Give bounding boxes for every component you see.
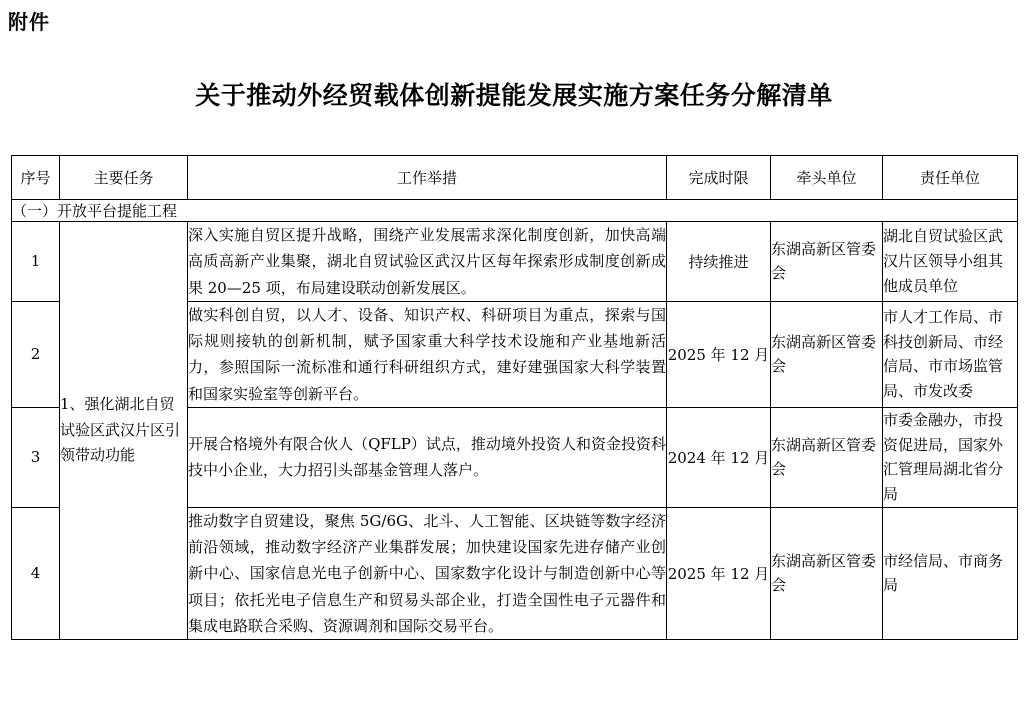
header-main-task: 主要任务 bbox=[60, 156, 188, 200]
task-breakdown-table bbox=[11, 155, 1018, 640]
row-deadline: 持续推进 bbox=[667, 222, 771, 302]
header-deadline: 完成时限 bbox=[667, 156, 771, 200]
table-row bbox=[12, 222, 1018, 302]
row-seq: 1 bbox=[12, 222, 60, 302]
row-resp-unit: 市经信局、市商务局 bbox=[883, 507, 1018, 639]
row-seq: 3 bbox=[12, 407, 60, 507]
row-main-task: 1、强化湖北自贸试验区武汉片区引领带动功能 bbox=[60, 222, 188, 640]
header-seq: 序号 bbox=[12, 156, 60, 200]
row-measure: 开展合格境外有限合伙人（QFLP）试点，推动境外投资人和资金投资科技中小企业，大力招引头部基金管理人落户。 bbox=[188, 407, 667, 507]
row-seq: 4 bbox=[12, 507, 60, 639]
row-resp-unit: 市人才工作局、市科技创新局、市经信局、市市场监管局、市发改委 bbox=[883, 301, 1018, 407]
table-header-row bbox=[12, 156, 1018, 200]
header-lead-unit: 牵头单位 bbox=[771, 156, 883, 200]
row-resp-unit: 湖北自贸试验区武汉片区领导小组其他成员单位 bbox=[883, 222, 1018, 302]
row-lead-unit: 东湖高新区管委会 bbox=[771, 507, 883, 639]
row-lead-unit: 东湖高新区管委会 bbox=[771, 407, 883, 507]
page-title: 关于推动外经贸载体创新提能发展实施方案任务分解清单 bbox=[195, 81, 833, 110]
attachment-label: 附件 bbox=[8, 10, 50, 34]
row-measure: 深入实施自贸区提升战略，围绕产业发展需求深化制度创新，加快高端高质高新产业集聚，湖北自贸试验区武汉片区每年探索形成制度创新成果 20—25 项，布局建设联动创新发展区。 bbox=[188, 222, 667, 302]
header-measure: 工作举措 bbox=[188, 156, 667, 200]
section-row bbox=[12, 200, 1018, 222]
row-measure: 推动数字自贸建设，聚焦 5G/6G、北斗、人工智能、区块链等数字经济前沿领域，推动数字经济产业集群发展；加快建设国家先进存储产业创新中心、国家信息光电子创新中心、国家数字化设计与制造创新中心等项目；依托光电子信息生产和贸易头部企业，打造全国性电子元器件和集成电路联合采购、资源调剂和国际交易平台。 bbox=[188, 507, 667, 639]
row-deadline: 2024 年 12 月 bbox=[667, 407, 771, 507]
row-lead-unit: 东湖高新区管委会 bbox=[771, 222, 883, 302]
row-seq: 2 bbox=[12, 301, 60, 407]
row-deadline: 2025 年 12 月 bbox=[667, 301, 771, 407]
row-deadline: 2025 年 12 月 bbox=[667, 507, 771, 639]
row-resp-unit: 市委金融办，市投资促进局，国家外汇管理局湖北省分局 bbox=[883, 407, 1018, 507]
row-measure: 做实科创自贸，以人才、设备、知识产权、科研项目为重点，探索与国际规则接轨的创新机制，赋予国家重大科学技术设施和产业基地新活力，参照国际一流标准和通行科研组织方式，建好建强国家大科学装置和国家实验室等创新平台。 bbox=[188, 301, 667, 407]
header-resp-unit: 责任单位 bbox=[883, 156, 1018, 200]
section-title: （一）开放平台提能工程 bbox=[12, 200, 1018, 222]
row-lead-unit: 东湖高新区管委会 bbox=[771, 301, 883, 407]
